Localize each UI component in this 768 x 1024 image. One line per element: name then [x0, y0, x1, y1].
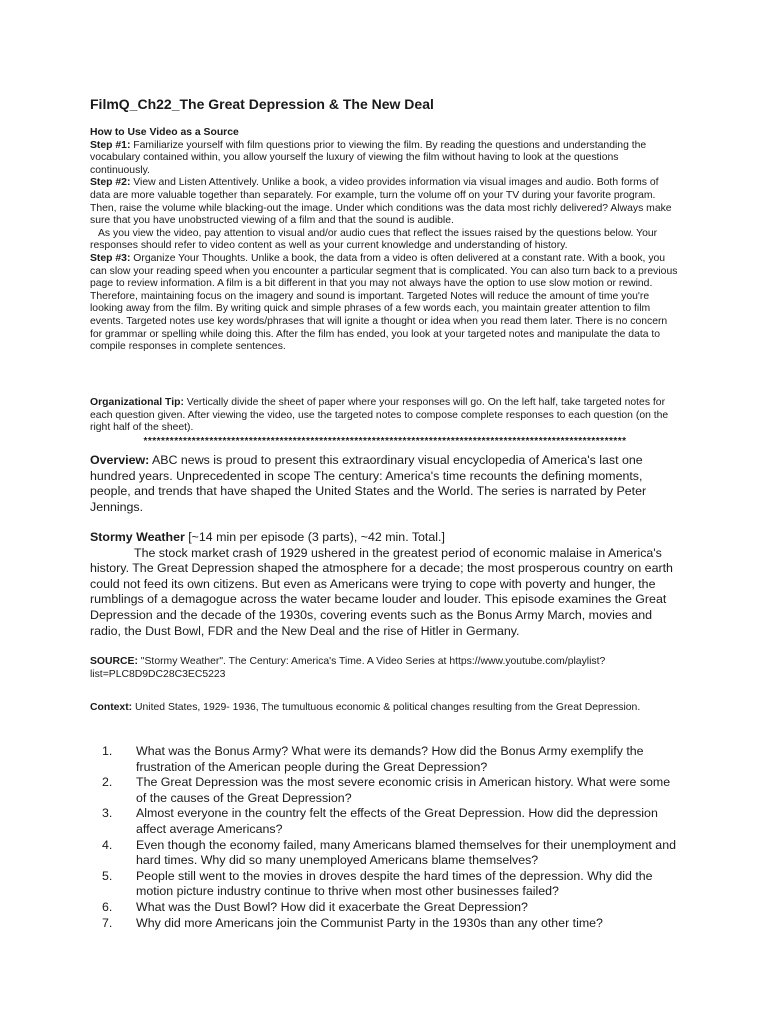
step2-paragraph-2: As you view the video, pay attention to visual and/or audio cues that reflect the issues raised by the questions below. Your responses should refer to video content as well as your current knowledge and understanding of history.: [90, 227, 658, 252]
step1-paragraph: [90, 140, 680, 178]
film-meta: [~14 min per episode (3 parts), ~42 min. Total.]: [184, 530, 445, 544]
question-list: [90, 744, 680, 931]
question-text: What was the Bonus Army? What were its demands? How did the Bonus Army exemplify the frustration of the American people during the Great Depression?: [136, 744, 644, 774]
step3-text: Organize Your Thoughts. Unlike a book, the data from a video is often delivered at a constant rate. With a book, you can slow your reading speed when you encounter a particular segment that is complicated. You can also turn back to a previous page to review information. A film is a bit different in that you may not always have the option to use slow motion or rewind. Therefore, maintaining focus on the imagery and sound is important. Targeted Notes will reduce the amount of time you're looking away from the film. By writing quick and simple phrases of a few words each, you maintain greater attention to film events. Targeted notes use key words/phrases that will ignite a thought or idea when you read them later. There is no concern for grammar or spelling while doing this. After the film has ended, you look at your targeted notes and manipulate the data to compile responses in complete sentences.: [90, 252, 678, 353]
step2-text: View and Listen Attentively. Unlike a book, a video provides information via visual images and audio. Both forms of data are more valuable together than separately. For example, turn the volume off on your TV during your favorite program. Then, raise the volume while blacking-out the image. Under which conditions was the data most richly delivered? Always make sure that you have unobstructed viewing of a film and that the sound is audible.: [90, 177, 672, 227]
question-number: 6.: [102, 899, 113, 914]
overview-text: ABC news is proud to present this extraordinary visual encyclopedia of America's last one hundred years. Unprecedented in scope The century: America's time recounts the defining moments, people, and trends that have shaped the United States and the World. The series is narrated by Peter Jennings.: [90, 453, 647, 514]
question-text: The Great Depression was the most severe economic crisis in American history. What were some of the causes of the Great Depression?: [136, 775, 671, 805]
context-text: United States, 1929- 1936, The tumultuous economic & political changes resulting from the Great Depression.: [132, 702, 641, 713]
question-number: 5.: [102, 868, 113, 883]
how-to-section: [90, 127, 680, 354]
film-header: [90, 530, 680, 546]
list-item: [90, 900, 680, 916]
list-item: [90, 869, 680, 900]
how-to-heading: How to Use Video as a Source: [90, 127, 239, 138]
step3-paragraph: [90, 253, 680, 354]
question-text: Almost everyone in the country felt the effects of the Great Depression. How did the depression affect average Americans?: [136, 806, 658, 836]
organizational-tip: [90, 397, 680, 435]
document-title: FilmQ_Ch22_The Great Depression & The New Deal: [90, 96, 434, 112]
question-text: Even though the economy failed, many Americans blamed themselves for their unemployment and hard times. Why did so many unemployed Americans blame themselves?: [136, 837, 676, 868]
step2-paragraph: [90, 177, 680, 227]
context-label: Context:: [90, 702, 133, 713]
question-text: Why did more Americans join the Communist Party in the 1930s than any other time?: [136, 915, 603, 930]
context-section: [90, 702, 680, 715]
question-number: 2.: [102, 775, 113, 790]
question-number: 3.: [102, 806, 113, 821]
step1-label: Step #1:: [90, 139, 131, 151]
list-item: [90, 838, 680, 869]
film-description: The stock market crash of 1929 ushered in the greatest period of economic malaise in America's history. The Great Depression shaped the atmosphere for a decade; the most prosperous country on earth could not feed its own citizens. But even as Americans were trying to cope with poverty and hunger, the rumblings of a demagogue across the water became louder and louder. This episode examines the Great Depression and the decade of the 1930s, covering events such as the Bonus Army March, movies and radio, the Dust Bowl, FDR and the New Deal and the rise of Hitler in Germany.: [90, 545, 673, 638]
list-item: [90, 744, 680, 775]
separator-line: **************************************************************************************************************: [143, 436, 627, 447]
question-number: 7.: [102, 915, 113, 930]
question-text: What was the Dust Bowl? How did it exacerbate the Great Depression?: [136, 899, 528, 914]
step2-label: Step #2:: [90, 177, 131, 189]
list-item: [90, 775, 680, 806]
question-number: 4.: [102, 837, 113, 852]
tip-label: Organizational Tip:: [90, 397, 184, 408]
tip-text: Vertically divide the sheet of paper where your responses will go. On the left half, take targeted notes for each question given. After viewing the video, use the targeted notes to compose complete responses to each question (on the right half of the sheet).: [90, 397, 669, 434]
overview-label: Overview:: [90, 453, 150, 467]
list-item: [90, 916, 680, 932]
source-label: SOURCE:: [90, 656, 138, 667]
source-section: [90, 656, 680, 681]
overview-section: [90, 453, 680, 515]
film-title: Stormy Weather: [90, 530, 185, 544]
question-number: 1.: [102, 744, 113, 758]
list-item: [90, 806, 680, 837]
step1-text: Familiarize yourself with film questions prior to viewing the film. By reading the questions and understanding the vocabulary contained within, you allow yourself the luxury of viewing the film without having to look at the questions continuously.: [90, 139, 647, 176]
film-section: [90, 530, 680, 639]
step3-label: Step #3:: [90, 252, 131, 264]
question-text: People still went to the movies in droves despite the hard times of the depression. Why did the motion picture industry continue to thrive when most other businesses failed?: [136, 868, 653, 899]
source-text: "Stormy Weather". The Century: America's Time. A Video Series at https://www.youtube.com/playlist?list=PLC8D9DC28C3EC5223: [90, 656, 606, 680]
